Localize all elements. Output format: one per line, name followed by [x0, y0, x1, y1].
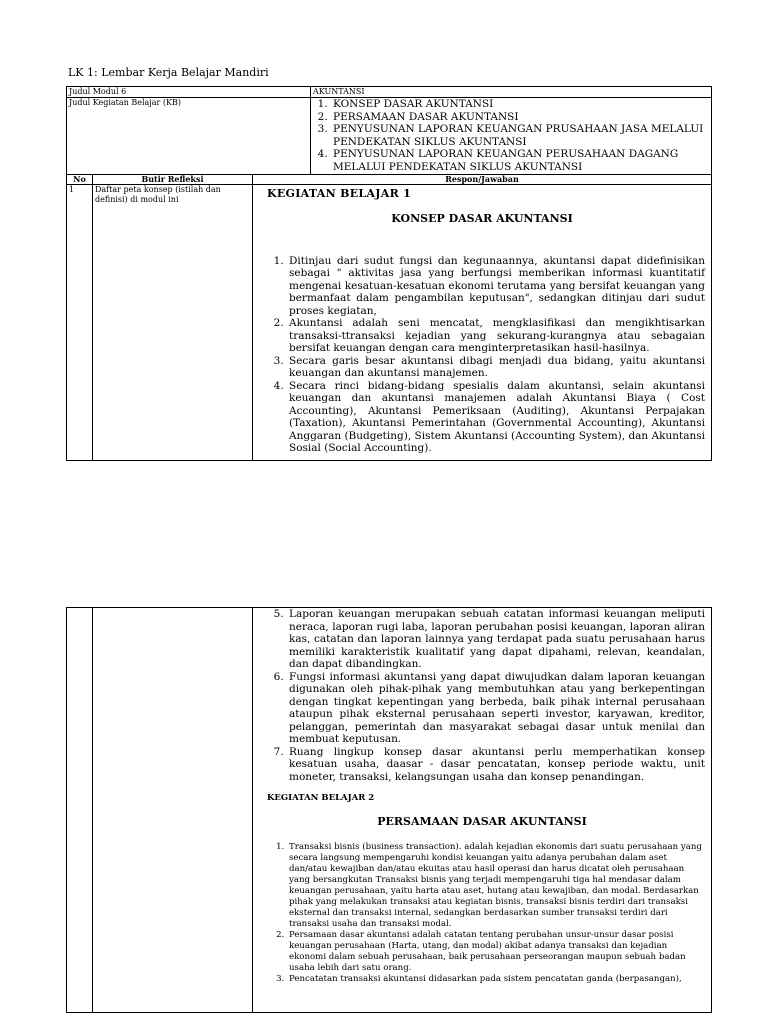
kb-list-cell [311, 98, 712, 175]
kb-item: 3. PENYUSUNAN LAPORAN KEUANGAN PRUSAHAAN JASA MELALUI PENDEKATAN SIKLUS AKUNTANSI [331, 123, 709, 148]
kb2-title: KEGIATAN BELAJAR 2 [267, 793, 375, 803]
kb2-subtitle: PERSAMAAN DASAR AKUNTANSI [377, 815, 587, 828]
column-header-no: No [67, 174, 93, 184]
respon-cell-continued [253, 608, 712, 1013]
kb-list [313, 98, 709, 174]
respon-cell [253, 184, 712, 460]
kb2-item: 2. Persamaan dasar akuntansi adalah catatan tentang perubahan unsur-unsur dasar posisi keuangan perusahaan (Harta, utang, dan modal) akibat adanya transaksi dan kejadian ekonomi dalam sebuah perusahaan, baik perusahaan perseorangan maupun sebuah badan usaha lebih dari satu orang. [287, 930, 705, 974]
kb-item: 4. PENYUSUNAN LAPORAN KEUANGAN PERUSAHAAN DAGANG MELALUI PENDEKATAN SIKLUS AKUNTANSI [331, 148, 709, 173]
kb-row [67, 98, 712, 175]
kb1-subtitle: KONSEP DASAR AKUNTANSI [391, 211, 573, 225]
modul-row [67, 87, 712, 98]
kb-item: 1. KONSEP DASAR AKUNTANSI [331, 98, 709, 111]
kb-item: 2. PERSAMAAN DASAR AKUNTANSI [331, 111, 709, 124]
kb1-item: 2. Akuntansi adalah seni mencatat, mengklasifikasi dan mengikhtisarkan transaksi-ttransaksi kejadian yang sekurang-kurangnya atau sebagaian bersifat keuangan dengan cara menginterpretasikan hasil-hasilnya. [287, 317, 705, 355]
kb1-title: KEGIATAN BELAJAR 1 [267, 186, 412, 200]
worksheet-table-page-2 [66, 607, 712, 1013]
kb1-item: 6. Fungsi informasi akuntansi yang dapat diwujudkan dalam laporan keuangan digunakan oleh pihak-pihak yang membutuhkan atau yang berkepentingan dengan tingkat kepentingan yang berbeda, baik pihak internal perusahaan ataupun pihak eksternal perusahaan seperti investor, karyawan, kreditor, pelanggan, pemerintah dan masyarakat sebagai dasar untuk menilai dan membuat keputusan. [287, 671, 705, 746]
butir-refleksi: Daftar peta konsep (istilah dan definisi) di modul ini [93, 184, 253, 460]
kb1-item: 7. Ruang lingkup konsep dasar akuntansi perlu memperhatikan konsep kesatuan usaha, daasar - dasar pencatatan, konsep periode waktu, unit moneter, transaksi, kelangsungan usaha dan konsep penandingan. [287, 746, 705, 784]
row-1 [67, 184, 712, 460]
modul-value: AKUNTANSI [311, 87, 712, 98]
kb2-item: 3. Pencatatan transaksi akuntansi didasarkan pada sistem pencatatan ganda (berpasangan), [287, 974, 705, 985]
kb2-list [253, 842, 711, 985]
kb1-item: 1. Ditinjau dari sudut fungsi dan kegunaannya, akuntansi dapat didefinisikan sebagai " aktivitas jasa yang berfungsi memberikan informasi kuantitatif mengenai kesatuan-kesatuan ekonomi terutama yang bersifat keuangan yang bermanfaat dalam pengambilan keputusan", sedangkan ditinjau dari sudut proses kegiatan, [287, 255, 705, 318]
kb1-list-continued [253, 608, 711, 783]
row-1-continued [67, 608, 712, 1013]
row-number: 1 [67, 184, 93, 460]
kb2-item: 1. Transaksi bisnis (business transaction). adalah kejadian ekonomis dari suatu perusahaan yang secara langsung mempengaruhi kondisi keuangan yaitu adanya perubahan dalam aset dan/atau kewajiban dan/atau ekuitas atau hasil operasi dan harus dicatat oleh perusahaan yang bersangkutan Transaksi bisnis yang terjadi mempengaruhi tiga hal mendasar dalam keuangan perusahaan, yaitu harta atau aset, hutang atau kewajiban, dan modal. Berdasarkan pihak yang melakukan transaksi atau kegiatan bisnis, transaksi bisnis terdiri dari transaksi eksternal dan transaksi internal, sedangkan berdasarkan sumber transaksi terdiri dari transaksi usaha dan transaksi modal. [287, 842, 705, 930]
kb1-list [253, 255, 711, 455]
row-number-empty [67, 608, 93, 1013]
kb-label: Judul Kegiatan Belajar (KB) [67, 98, 311, 175]
document-title: LK 1: Lembar Kerja Belajar Mandiri [68, 66, 269, 79]
column-header-respon: Respon/Jawaban [253, 174, 712, 184]
kb1-item: 4. Secara rinci bidang-bidang spesialis dalam akuntansi, selain akuntansi keuangan dan akuntansi manajemen adalah Akuntansi Biaya ( Cost Accounting), Akuntansi Pemeriksaan (Auditing), Akuntansi Perpajakan (Taxation), Akuntansi Pemerintahan (Governmental Accounting), Akuntansi Anggaran (Budgeting), Sistem Akuntansi (Accounting System), dan Akuntansi Sosial (Social Accounting). [287, 380, 705, 455]
butir-empty [93, 608, 253, 1013]
kb1-item: 5. Laporan keuangan merupakan sebuah catatan informasi keuangan meliputi neraca, laporan rugi laba, laporan perubahan posisi keuangan, laporan aliran kas, catatan dan laporan lainnya yang terdapat pada suatu perusahaan harus memiliki karakteristik kualitatif yang dapat dipahami, relevan, keandalan, dan dapat dibandingkan. [287, 608, 705, 671]
worksheet-table-page-1 [66, 86, 712, 461]
modul-label: Judul Modul 6 [67, 87, 311, 98]
column-header-butir: Butir Refleksi [93, 174, 253, 184]
kb1-item: 3. Secara garis besar akuntansi dibagi menjadi dua bidang, yaitu akuntansi keuangan dan akuntansi manajemen. [287, 355, 705, 380]
column-header-row [67, 174, 712, 184]
